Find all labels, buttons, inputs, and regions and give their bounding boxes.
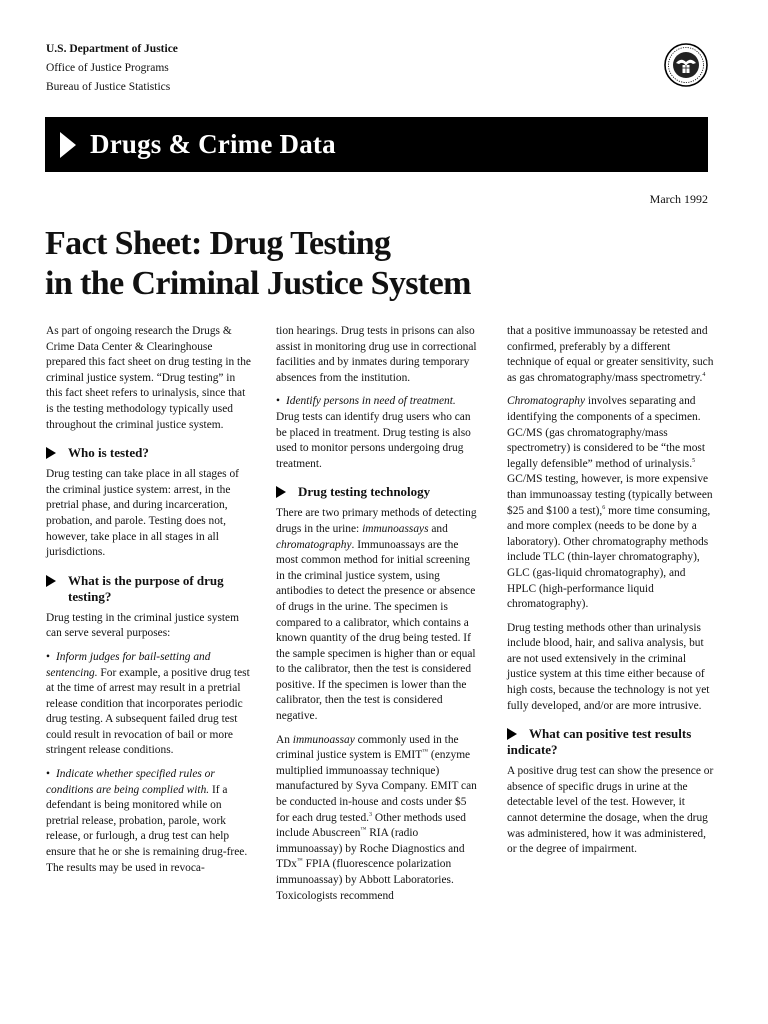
column-2 (276, 324, 481, 912)
term-chromatography: chromatography (276, 538, 352, 551)
heading-purpose (46, 573, 251, 605)
text-run: FPIA (fluorescence polarization immunoassay) by Abbott Laboratories. Toxicologists recommend (276, 858, 454, 902)
heading-technology (276, 484, 481, 500)
term-immunoassays: immunoassays (362, 522, 429, 535)
banner-title: Drugs & Crime Data (90, 129, 336, 159)
heading-label: Drug testing technology (298, 484, 431, 500)
agency-office: Office of Justice Programs (46, 62, 169, 74)
text-run: There are two primary methods of detecting drugs in the urine: (276, 507, 477, 535)
heading-label: What can positive test results indicate? (507, 726, 692, 758)
triangle-right-icon (60, 132, 76, 158)
intro-paragraph: As part of ongoing research the Drugs & Crime Data Center & Clearinghouse prepared this fact sheet on drug testing in the criminal justice system. “Drug testing” in this fact sheet refers to urinalysis, since that is the testing methodology typically used throughout the criminal justice system. (46, 325, 251, 431)
text-run: commonly used in the criminal justice system is EMIT (276, 733, 459, 762)
title-line-1: Fact Sheet: Drug Testing (45, 225, 391, 262)
bullet-text: Drug tests can identify drug users who can be placed in treatment. Drug testing is also used to monitor persons undergoing drug treatment. (276, 410, 471, 470)
text-run: Other methods used include Abuscreen (276, 811, 466, 840)
heading-positive-results (507, 726, 714, 758)
heading-label: What is the purpose of drug testing? (68, 572, 224, 604)
triangle-right-icon (507, 728, 517, 740)
trademark-mark: ™ (422, 749, 429, 756)
text-run: GC/MS testing, however, is more expensive than immunoassay testing (typically between $25 and $100 a test), (507, 473, 713, 517)
triangle-right-icon (46, 447, 56, 459)
footnote-ref: 4 (702, 371, 706, 378)
purpose-paragraph: Drug testing in the criminal justice system can serve several purposes: (46, 611, 239, 640)
text-run: (enzyme multiplied immunoassay technique) manufactured by Syva Company. EMIT can be conducted in-house and costs under $5 for each drug tested. (276, 749, 477, 824)
text-run: involves separating and identifying the components of a specimen. GC/MS (gas chromatography/mass spectrometry) is considered to be “the most legally defensible” method of urinalysis. (507, 395, 706, 470)
triangle-right-icon (276, 486, 286, 498)
triangle-right-icon (46, 575, 56, 587)
agency-bureau: Bureau of Justice Statistics (46, 81, 171, 93)
text-run: An (276, 733, 290, 746)
bullet-lead: Indicate whether specified rules or conditions are being complied with. (46, 768, 215, 796)
agency-department: U.S. Department of Justice (46, 43, 178, 55)
text-run: more time consuming, and more complex (needs to be done by a laboratory). Other chromatography methods include TLC (thin-layer chromatography), GLC (gas-liquid chromatography), and HPLC (high-performance liquid chromatography). (507, 504, 711, 611)
footnote-ref: 5 (692, 457, 696, 464)
doj-seal-icon (664, 43, 708, 87)
text-run: and (431, 522, 448, 535)
text-run: RIA (radio immunoassay) by Roche Diagnostics and TDx (276, 827, 465, 871)
agency-block (46, 40, 178, 97)
title-line-2: in the Criminal Justice System (45, 265, 471, 302)
bullet-compliance (46, 767, 251, 876)
column-3 (507, 324, 714, 866)
term-chromatography: Chromatography (507, 395, 586, 408)
bullet-dot: • (46, 650, 50, 663)
trademark-mark: ™ (360, 827, 367, 834)
bullet-treatment (276, 394, 481, 472)
heading-who-is-tested (46, 445, 251, 461)
who-paragraph: Drug testing can take place in all stages of the criminal justice system: arrest, in the pretrial phase, and during incarceration, probation, and parole. Testing does not, however, take place in all stages in all jurisdictions. (46, 468, 239, 559)
bullet-dot: • (46, 768, 50, 781)
emit-paragraph (276, 733, 481, 905)
bullet-text: If a defendant is being monitored while on pretrial release, probation, parole, work release, or furlough, a drug test can help ensure that he or she is remaining drug-free. The results may be used in revoca- (46, 783, 248, 874)
continued-paragraph: tion hearings. Drug tests in prisons can also assist in monitoring drug use in correctional facilities and by inmates during temporary absences from the institution. (276, 325, 477, 384)
chromatography-paragraph (507, 394, 714, 612)
bullet-lead: Inform judges for bail-setting and sentencing. (46, 650, 211, 679)
bullet-dot: • (276, 395, 280, 408)
trademark-mark: ™ (296, 858, 303, 865)
text-run: that a positive immunoassay be retested and confirmed, preferably by a different technique of equal or greater sensitivity, such as gas chromatography/mass spectrometry. (507, 325, 714, 384)
footnote-ref: 6 (602, 504, 606, 511)
column-1 (46, 324, 251, 884)
text-run: . Immunoassays are the most common method for initial screening in the criminal justice system, using antibodies to detect the presence or absence of drugs in the urine. The specimen is compared to a calibrator, which contains a known quantity of the drug being tested. If the sample specimen is higher than or equal to the calibrator, then the test is considered positive. If the specimen is lower than the calibrator, then the test is considered negative. (276, 538, 476, 723)
series-banner (45, 117, 708, 172)
other-methods-paragraph: Drug testing methods other than urinalysis include blood, hair, and saliva analysis, but are not used extensively in the criminal justice system at this time either because of high costs, because the technology is not yet fully developed, and/or are more intrusive. (507, 621, 710, 712)
publication-date: March 1992 (649, 192, 708, 206)
bullet-lead: Identify persons in need of treatment. (286, 395, 456, 408)
bullet-text: For example, a positive drug test at the time of arrest may result in a pretrial release condition that incorporates periodic drug testing. A subsequent failed drug test could result in revocation of bail or more stringent release conditions. (46, 666, 250, 757)
term-immunoassay: immunoassay (292, 733, 355, 746)
continued-paragraph (507, 324, 714, 386)
technology-paragraph (276, 506, 481, 724)
bullet-bail (46, 650, 251, 759)
page-title (45, 224, 705, 304)
positive-paragraph: A positive drug test can show the presence or absence of specific drugs in urine at the detectable level of the test. However, it cannot determine the dosage, when the drug was administered, how it was administered, or the degree of impairment. (507, 765, 714, 856)
footnote-ref: 3 (368, 811, 372, 818)
heading-label: Who is tested? (68, 445, 149, 461)
